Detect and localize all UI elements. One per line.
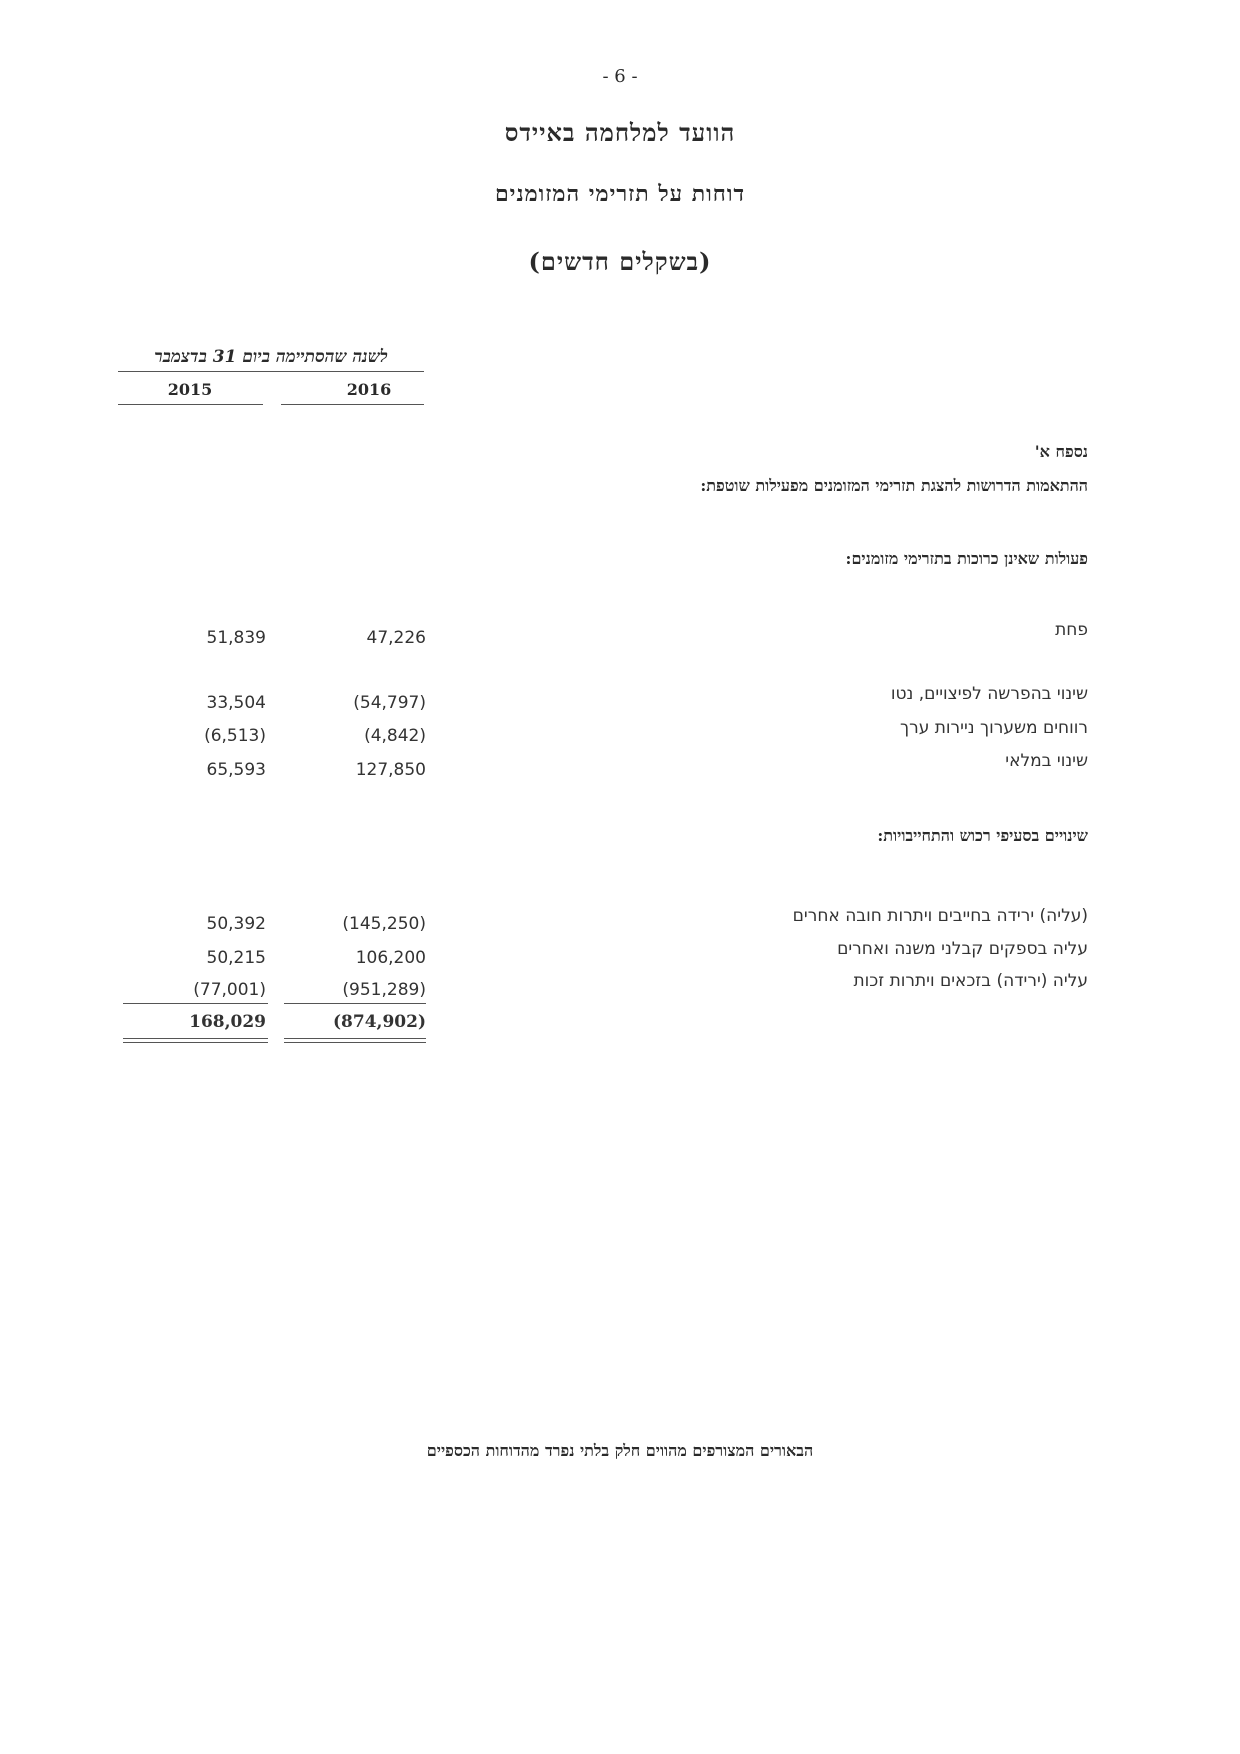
row-value-2016: (951,289) [342,980,426,1000]
subtotal-rule-2015 [123,1003,268,1004]
year-2016-rule [281,404,424,405]
section-balance-changes-heading: שינויים בסעיפי רכוש והתחייבויות: [877,826,1088,845]
row-value-2015: (77,001) [193,980,266,1000]
appendix-subtitle: ההתאמות הדרושות להצגת תזרימי המזומנים מפעילות שוטפת: [700,476,1088,495]
period-header-rule [118,371,424,372]
row-value-2016: (4,842) [364,726,426,746]
row-value-2016: 47,226 [366,628,426,648]
row-label: עליה (ירידה) בזכאים ויתרות זכות [853,971,1088,991]
row-value-2016: 127,850 [355,760,426,780]
appendix-title: נספח א' [1034,442,1088,461]
row-label: רווחים משערוך ניירות ערך [899,718,1088,738]
organization-title: הוועד למלחמה באיידס [504,118,736,147]
row-value-2015: 65,593 [206,760,266,780]
total-double-rule-2016-a [284,1038,426,1039]
subtotal-rule-2016 [284,1003,426,1004]
row-value-2015: 33,504 [206,693,266,713]
row-label: שינוי במלאי [1005,751,1088,771]
row-label: שינוי בהפרשה לפיצויים, נטו [890,684,1088,704]
statement-title: דוחות על תזרימי המזומנים [494,181,746,207]
period-header: לשנה שהסתיימה ביום 31 בדצמבר [154,347,388,367]
row-value-2015: 50,215 [206,948,266,968]
row-value-2016: 106,200 [355,948,426,968]
row-value-2016: (145,250) [342,914,426,934]
total-value-2015: 168,029 [189,1012,266,1032]
year-2015-rule [118,404,263,405]
row-label: (עליה) ירידה בחייבים ויתרות חובה אחרים [792,906,1088,926]
row-label: עליה בספקים קבלני משנה ואחרים [837,939,1088,959]
footer-note: הבאורים המצורפים מהווים חלק בלתי נפרד מהדוחות הכספיים [426,1441,814,1460]
total-double-rule-2015-b [123,1042,268,1043]
row-value-2015: 50,392 [206,914,266,934]
section-noncash-heading: פעולות שאינן כרוכות בתזרימי מזומנים: [845,549,1088,568]
year-2015-header: 2015 [167,380,213,399]
row-label: פחת [1055,620,1088,640]
total-double-rule-2015-a [123,1038,268,1039]
page-number: - 6 - [602,66,638,87]
row-value-2016: (54,797) [353,693,426,713]
currency-note: (בשקלים חדשים) [528,247,712,276]
total-double-rule-2016-b [284,1042,426,1043]
row-value-2015: (6,513) [204,726,266,746]
row-value-2015: 51,839 [206,628,266,648]
year-2016-header: 2016 [346,380,392,399]
total-value-2016: (874,902) [333,1012,426,1032]
